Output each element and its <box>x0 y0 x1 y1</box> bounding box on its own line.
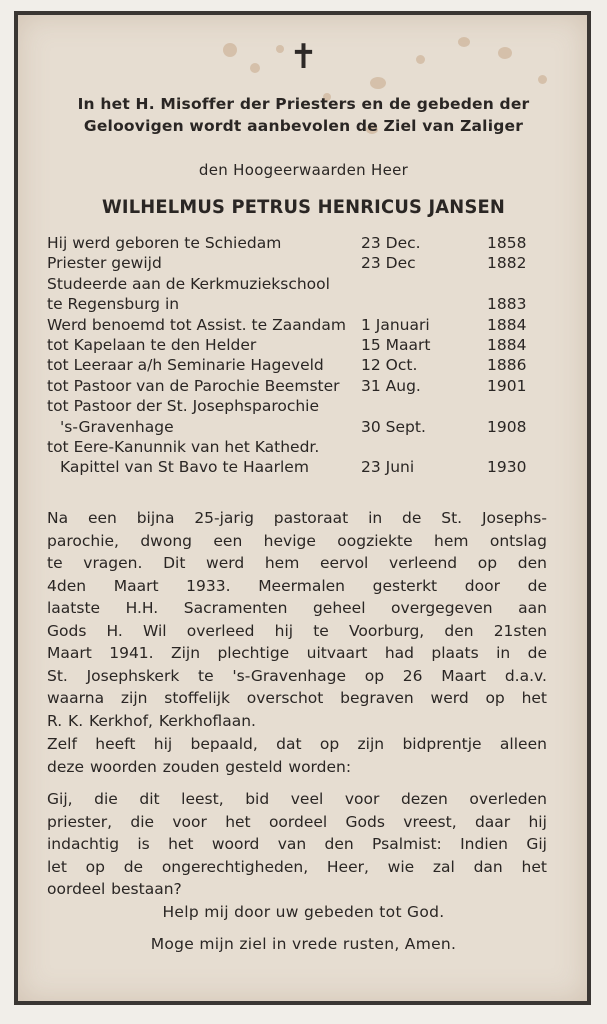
career-row <box>47 294 567 314</box>
title-line: den Hoogeerwaarden Heer <box>198 161 409 179</box>
career-event: Priester gewijd <box>47 254 162 273</box>
career-row <box>47 233 567 253</box>
career-year: 1930 <box>487 458 527 477</box>
career-row <box>47 437 567 457</box>
career-event: tot Eere-Kanunnik van het Kathedr. <box>47 437 320 456</box>
intro-text <box>0 93 607 137</box>
career-row <box>47 274 567 294</box>
career-event: te Regensburg in <box>47 295 180 314</box>
prayer-paragraph <box>47 788 547 901</box>
paragraph-line: oordeel bestaan? <box>47 880 182 898</box>
paragraph-line: Maart 1941. Zijn plechtige uitvaart had plaats in de <box>47 644 547 662</box>
career-list <box>47 233 567 478</box>
cross-icon: ✝ <box>289 37 318 77</box>
career-date: 23 Juni <box>361 458 415 477</box>
career-row <box>47 396 567 416</box>
career-row <box>47 457 567 477</box>
career-row <box>47 355 567 375</box>
paragraph-line: R. K. Kerkhof, Kerkhoflaan. <box>47 711 256 730</box>
paragraph-line: Zelf heeft hij bepaald, dat op zijn bidprentje alleen <box>47 735 547 753</box>
paragraph-line: indachtig is het woord van den Psalmist: Indien Gij <box>47 835 547 853</box>
career-date: 23 Dec. <box>361 234 421 252</box>
paragraph-line: 4den Maart 1933. Meermalen gesterkt door de <box>47 576 547 595</box>
biography-paragraph <box>47 507 547 732</box>
career-event: tot Pastoor van de Parochie Beemster <box>47 376 340 395</box>
career-year: 1882 <box>487 254 527 273</box>
career-row <box>47 417 567 437</box>
career-date: 15 Maart <box>361 335 431 354</box>
career-event: Hij werd geboren te Schiedam <box>47 234 282 252</box>
paragraph-line: parochie, dwong een hevige oogziekte hem ontslag <box>47 531 547 550</box>
paragraph-line: priester, die voor het oordeel Gods vreest, daar hij <box>47 812 547 831</box>
career-year: 1858 <box>487 234 527 252</box>
career-year: 1901 <box>487 376 527 395</box>
career-row <box>47 335 567 355</box>
career-date: 31 Aug. <box>361 376 421 395</box>
career-event: 's-Gravenhage <box>60 417 174 436</box>
career-year: 1884 <box>487 335 527 354</box>
career-event: Studeerde aan de Kerkmuziekschool <box>47 274 330 293</box>
paragraph-line: Na een bijna 25-jarig pastoraat in de St. Josephs- <box>47 509 547 527</box>
paragraph-line: te vragen. Dit werd hem eervol verleend op den <box>47 554 547 572</box>
closing-line: Moge mijn ziel in vrede rusten, Amen. <box>150 935 457 953</box>
paragraph-line: Gij, die dit leest, bid veel voor dezen overleden <box>47 790 547 808</box>
foxing-stain <box>370 77 386 89</box>
paragraph-line: laatste H.H. Sacramenten geheel overgegeven aan <box>47 599 547 617</box>
paragraph-line: St. Josephskerk te 's-Gravenhage op 26 Maart d.a.v. <box>47 666 547 685</box>
career-event: tot Kapelaan te den Helder <box>47 335 257 354</box>
career-event: tot Pastoor der St. Josephsparochie <box>47 397 320 416</box>
paragraph-line: Gods H. Wil overleed hij te Voorburg, den 21sten <box>47 621 547 640</box>
closing-line: Help mij door uw gebeden tot God. <box>162 903 445 921</box>
career-year: 1908 <box>487 417 527 436</box>
career-date: 12 Oct. <box>361 356 418 375</box>
paragraph-line: waarna zijn stoffelijk overschot begraven werd op het <box>47 689 547 707</box>
career-event: tot Leeraar a/h Seminarie Hageveld <box>47 356 324 375</box>
career-year: 1884 <box>487 315 527 334</box>
paragraph-line: let op de ongerechtigheden, Heer, wie zal dan het <box>47 857 547 876</box>
career-date: 30 Sept. <box>361 417 426 436</box>
career-date: 1 Januari <box>361 315 430 334</box>
intro-line: In het H. Misoffer der Priesters en de gebeden der <box>77 95 530 113</box>
career-row <box>47 253 567 273</box>
career-year: 1886 <box>487 356 527 375</box>
request-paragraph <box>47 733 547 778</box>
career-row <box>47 376 567 396</box>
career-event: Kapittel van St Bavo te Haarlem <box>60 458 309 477</box>
career-year: 1883 <box>487 295 527 314</box>
career-row <box>47 315 567 335</box>
foxing-stain <box>538 75 547 84</box>
career-date: 23 Dec <box>361 254 416 273</box>
career-event: Werd benoemd tot Assist. te Zaandam <box>47 315 346 334</box>
deceased-name: WILHELMUS PETRUS HENRICUS JANSEN <box>101 196 506 218</box>
intro-line: Geloovigen wordt aanbevolen de Ziel van Zaliger <box>83 117 524 135</box>
paragraph-line: deze woorden zouden gesteld worden: <box>47 757 352 776</box>
